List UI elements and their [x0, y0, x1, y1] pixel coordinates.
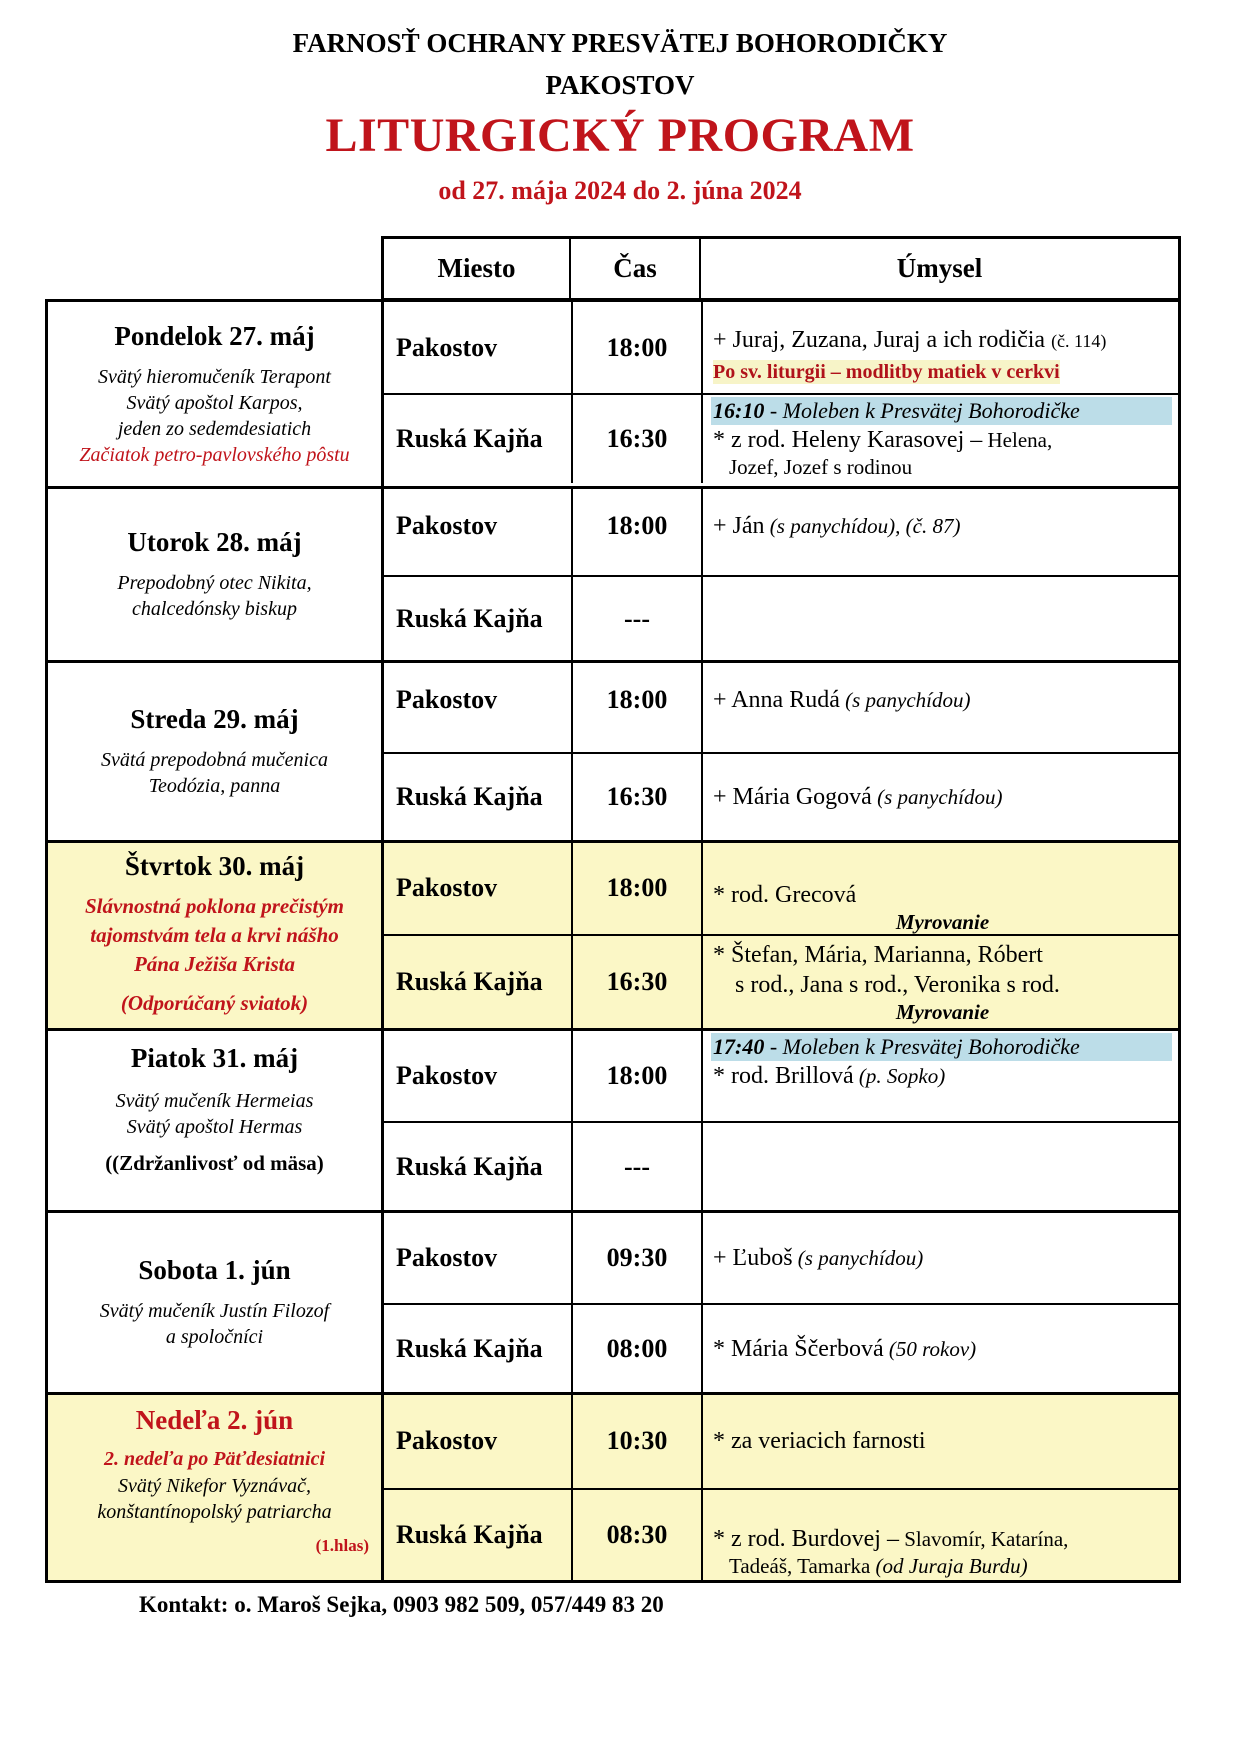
date-range: od 27. mája 2024 do 2. júna 2024: [438, 176, 802, 205]
time-cell: 16:30: [573, 395, 703, 483]
place-cell: Pakostov: [384, 1395, 573, 1488]
time-cell: 18:00: [573, 489, 703, 575]
place-cell: Pakostov: [384, 1213, 573, 1303]
intent-text: * z rod. Burdovej –: [713, 1526, 899, 1552]
intent-text: + Ján: [713, 513, 765, 539]
place-cell: Ruská Kajňa: [384, 1490, 573, 1581]
intent-note: (č. 114): [1051, 331, 1107, 351]
place-cell: Ruská Kajňa: [384, 936, 573, 1029]
intent-cell: [703, 1031, 1178, 1121]
intent-text: * z rod. Heleny Karasovej –: [713, 427, 983, 453]
day-name: Nedeľa 2. jún: [135, 1405, 294, 1435]
intent-text: + Juraj, Zuzana, Juraj a ich rodičia: [713, 327, 1046, 353]
intent-cell: [703, 754, 1178, 840]
day-block-friday: [48, 1028, 1178, 1210]
intent-text: * Štefan, Mária, Marianna, Róbert: [713, 941, 1043, 968]
intent-cell: [703, 577, 1178, 660]
moleben-banner: [711, 1033, 1172, 1061]
day-feast: konštantínopolský patriarcha: [97, 1501, 332, 1523]
intent-note: (50 rokov): [883, 1336, 977, 1361]
day-block-saturday: [48, 1210, 1178, 1392]
time-cell: 10:30: [573, 1395, 703, 1488]
intent-text: + Mária Gogová: [713, 784, 872, 810]
place-cell: Ruská Kajňa: [384, 395, 573, 483]
intent-cell: [703, 489, 1178, 575]
table-row: [384, 1303, 1178, 1392]
intent-cell: [703, 1395, 1178, 1488]
column-header-umysel: Úmysel: [896, 253, 983, 283]
column-header-cas: Čas: [571, 239, 701, 298]
day-feast-rank: (Odporúčaný sviatok): [120, 991, 309, 1015]
day-feast: Svätý mučeník Justín Filozof: [99, 1300, 330, 1322]
day-feast: Pána Ježiša Krista: [133, 952, 296, 976]
day-block-sunday: [48, 1392, 1178, 1580]
place-cell: Pakostov: [384, 843, 573, 934]
day-feast: tajomstvám tela a krvi nášho: [90, 923, 339, 947]
intent-line2: Jozef, Jozef s rodinou: [729, 455, 913, 479]
time-cell: ---: [573, 1123, 703, 1210]
intent-names: Slavomír, Katarína,: [898, 1527, 1069, 1551]
day-cell: [48, 1395, 384, 1580]
intent-note: (s panychídou): [792, 1246, 924, 1270]
intent-cell: [703, 936, 1178, 1029]
day-feast: Svätý hieromučeník Terapont: [98, 365, 331, 388]
table-row: [384, 302, 1178, 393]
intent-text: + Ľuboš: [713, 1245, 793, 1271]
place-cell: Pakostov: [384, 489, 573, 575]
column-header-miesto: Miesto: [384, 239, 571, 298]
time-cell: ---: [573, 577, 703, 660]
table-row: [384, 489, 1178, 575]
table-row: [384, 1213, 1178, 1303]
table-row: [384, 393, 1178, 483]
day-feast: chalcedónsky biskup: [132, 598, 297, 620]
day-name: Streda 29. máj: [130, 704, 299, 734]
day-name: Štvrtok 30. máj: [124, 851, 305, 881]
intent-cell: [703, 302, 1178, 393]
intent-cell: [703, 1213, 1178, 1303]
intent-note: (s panychídou), (č. 87): [764, 514, 961, 538]
intent-text: * rod. Brillová: [713, 1063, 854, 1089]
day-feast: Prepodobný otec Nikita,: [117, 572, 312, 594]
day-sunday-title: 2. nedeľa po Päťdesiatnici: [103, 1448, 326, 1470]
table-row: [384, 1488, 1178, 1581]
place-cell: Pakostov: [384, 302, 573, 393]
day-cell: [48, 663, 384, 840]
table-row: [384, 1031, 1178, 1121]
day-abstinence-note: ((Zdržanlivosť od mäsa): [105, 1151, 324, 1175]
myrovanie-label: Myrovanie: [895, 909, 990, 934]
table-row: [384, 752, 1178, 840]
day-name: Piatok 31. máj: [130, 1043, 299, 1073]
notice-text: Po sv. liturgii – modlitby matiek v cerkvi: [713, 361, 1060, 383]
intent-note: (p. Sopko): [853, 1064, 946, 1088]
time-cell: 08:30: [573, 1490, 703, 1581]
intent-names: Helena,: [982, 428, 1053, 452]
day-cell: [48, 1031, 384, 1210]
intent-cell: [703, 1490, 1178, 1581]
parish-name: FARNOSŤ OCHRANY PRESVÄTEJ BOHORODIČKY: [292, 28, 948, 58]
intent-text: * rod. Grecová: [713, 881, 857, 908]
moleben-banner: [711, 397, 1172, 425]
moleben-text: - Moleben k Presvätej Bohorodičke: [764, 398, 1080, 423]
time-cell: 18:00: [573, 663, 703, 752]
day-cell: [48, 489, 384, 660]
time-cell: 18:00: [573, 1031, 703, 1121]
day-feast: Slávnostná poklona prečistým: [84, 894, 345, 918]
place-cell: Ruská Kajňa: [384, 1305, 573, 1392]
place-cell: Ruská Kajňa: [384, 754, 573, 840]
time-cell: 18:00: [573, 302, 703, 393]
column-header: [381, 236, 1181, 301]
day-name: Sobota 1. jún: [138, 1255, 291, 1285]
myrovanie-label: Myrovanie: [895, 999, 990, 1024]
time-cell: 09:30: [573, 1213, 703, 1303]
tone-note: (1.hlas): [315, 1536, 369, 1555]
intent-cell: [703, 663, 1178, 752]
day-feast: Svätý mučeník Hermeias: [115, 1090, 314, 1112]
intent-cell: [703, 843, 1178, 934]
day-feast: Teodózia, panna: [148, 775, 281, 797]
schedule-table: [45, 299, 1181, 1583]
intent-line2: s rod., Jana s rod., Veronika s rod.: [735, 971, 1060, 998]
intent-cell: [703, 395, 1178, 483]
intent-text: * Mária Ščerbová: [713, 1335, 884, 1362]
contact-line: Kontakt: o. Maroš Sejka, 0903 982 509, 057/449 83 20: [139, 1592, 664, 1617]
place-cell: Ruská Kajňa: [384, 1123, 573, 1210]
parish-place: PAKOSTOV: [545, 70, 695, 100]
place-cell: Pakostov: [384, 1031, 573, 1121]
day-feast: a spoločníci: [165, 1326, 264, 1348]
day-feast: Svätý Nikefor Vyznávač,: [117, 1475, 312, 1497]
day-feast: Svätý apoštol Karpos,: [126, 391, 303, 414]
day-feast: Svätý apoštol Hermas: [126, 1116, 303, 1138]
intent-note: (s panychídou): [839, 688, 971, 712]
day-fast-note: Začiatok petro-pavlovského pôstu: [79, 443, 350, 466]
day-feast: Svätá prepodobná mučenica: [101, 749, 328, 771]
intent-text: * za veriacich farnosti: [713, 1428, 926, 1455]
day-block-monday: [48, 302, 1178, 486]
page-title: LITURGICKÝ PROGRAM: [325, 109, 915, 162]
day-feast: jeden zo sedemdesiatich: [117, 417, 312, 440]
place-cell: Pakostov: [384, 663, 573, 752]
time-cell: 18:00: [573, 843, 703, 934]
time-cell: 16:30: [573, 754, 703, 840]
table-row: [384, 1121, 1178, 1210]
moleben-text: - Moleben k Presvätej Bohorodičke: [764, 1034, 1080, 1059]
day-cell: [48, 302, 384, 486]
intent-line2: Tadeáš, Tamarka: [729, 1554, 871, 1578]
table-row: [384, 934, 1178, 1029]
day-name: Pondelok 27. máj: [114, 320, 315, 351]
table-row: [384, 1395, 1178, 1488]
intent-cell: [703, 1123, 1178, 1210]
day-cell: [48, 843, 384, 1028]
place-cell: Ruská Kajňa: [384, 577, 573, 660]
time-cell: 16:30: [573, 936, 703, 1029]
table-row: [384, 843, 1178, 934]
intent-cell: [703, 1305, 1178, 1392]
moleben-time: 16:10: [713, 398, 765, 423]
table-row: [384, 663, 1178, 752]
day-cell: [48, 1213, 384, 1392]
moleben-time: 17:40: [713, 1034, 765, 1059]
day-block-tuesday: [48, 486, 1178, 660]
day-block-wednesday: [48, 660, 1178, 840]
day-name: Utorok 28. máj: [127, 527, 302, 557]
intent-note: (od Juraja Burdu): [870, 1554, 1028, 1578]
time-cell: 08:00: [573, 1305, 703, 1392]
day-block-thursday: [48, 840, 1178, 1028]
table-row: [384, 575, 1178, 660]
intent-note: (s panychídou): [871, 785, 1003, 809]
intent-text: + Anna Rudá: [713, 687, 840, 713]
